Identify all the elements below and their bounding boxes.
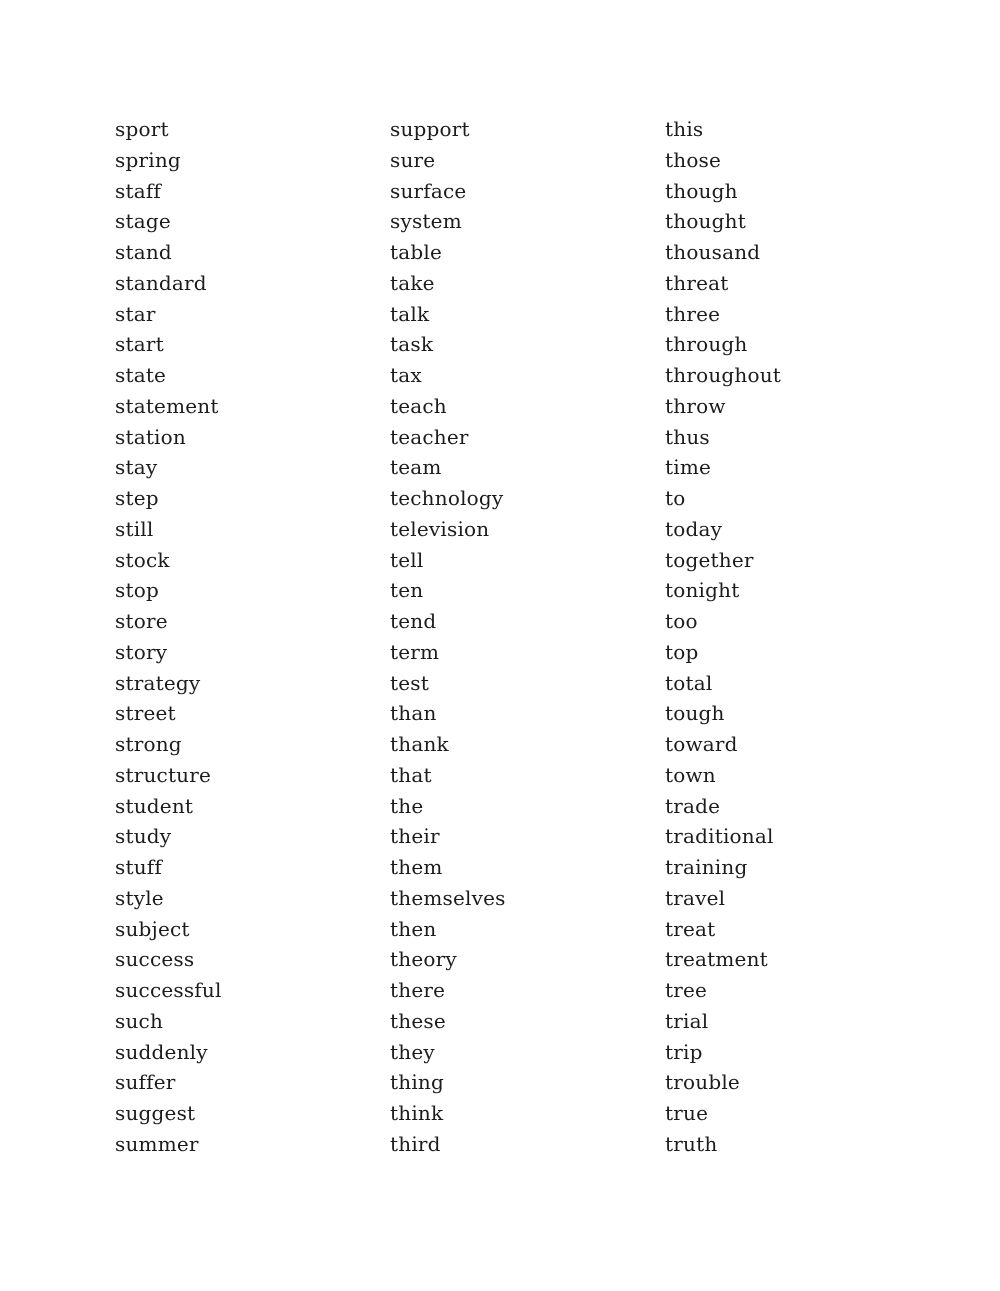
word-list-item: station (115, 424, 186, 449)
word-list-item: support (390, 117, 470, 141)
word-list-item: total (665, 670, 713, 695)
word-list-item: star (115, 301, 156, 326)
word-list-item: that (390, 762, 432, 787)
word-list-item: stock (115, 547, 170, 572)
word-list-item: thank (390, 732, 449, 756)
word-list-item: thus (665, 424, 710, 449)
word-list-item: sport (115, 117, 169, 141)
word-list-item: themselves (390, 885, 506, 910)
word-list-item: suddenly (115, 1039, 208, 1064)
word-list-item: television (390, 516, 490, 541)
word-list-item: success (115, 947, 195, 972)
word-list-item: successful (115, 978, 222, 1002)
word-list-item: stop (115, 578, 159, 603)
word-list-item: threat (665, 270, 729, 295)
word-list-item: truth (665, 1131, 718, 1156)
word-list-item: sure (390, 147, 436, 172)
word-list-item: trial (665, 1008, 709, 1033)
word-list-item: state (115, 363, 167, 387)
word-list-item: strategy (115, 670, 201, 695)
word-list-item: trip (665, 1039, 703, 1064)
word-list-item: stay (115, 455, 158, 480)
word-list-item: tend (390, 609, 437, 633)
word-list-item: tax (390, 363, 422, 387)
word-list-item: task (390, 332, 434, 357)
word-list-item: talk (390, 301, 430, 326)
word-list-item: staff (115, 178, 162, 203)
word-list-item: teacher (390, 424, 469, 449)
word-list-item: take (390, 270, 435, 295)
word-list-item: tough (665, 701, 725, 726)
word-list-item: then (390, 916, 437, 941)
word-list-item: statement (115, 393, 219, 418)
word-list-item: store (115, 609, 168, 633)
word-list-item: surface (390, 178, 467, 203)
word-list-item: treat (665, 916, 716, 941)
word-list-item: stuff (115, 855, 162, 879)
word-list-item: though (665, 178, 738, 203)
word-list-item: style (115, 885, 164, 910)
word-list-item: the (390, 793, 424, 818)
word-list-item: true (665, 1101, 709, 1125)
word-list-item: three (665, 301, 721, 326)
word-list-item: throw (665, 393, 726, 418)
word-list-item: tonight (665, 578, 740, 603)
word-list-item: through (665, 332, 748, 357)
word-list-item: trouble (665, 1070, 740, 1095)
word-list-item: treatment (665, 947, 768, 972)
word-list-item: story (115, 639, 168, 664)
word-list-item: tell (390, 547, 424, 572)
word-list-item: training (665, 855, 748, 879)
word-list-item: theory (390, 947, 457, 972)
word-column-1 (115, 114, 222, 1160)
word-list-item: thousand (665, 240, 761, 264)
word-list-item: than (390, 701, 437, 726)
word-list-item: to (665, 486, 686, 510)
word-list-item: suggest (115, 1101, 196, 1125)
word-list-item: them (390, 855, 443, 879)
word-list-item: still (115, 516, 154, 541)
word-list-item: third (390, 1131, 441, 1156)
word-list-item: suffer (115, 1070, 176, 1095)
word-list-item: student (115, 793, 194, 818)
word-list-item: tree (665, 978, 708, 1002)
word-list-item: today (665, 516, 723, 541)
word-list-item: thing (390, 1070, 444, 1095)
word-list-item: test (390, 670, 429, 695)
word-list-item: town (665, 762, 716, 787)
word-list-item: subject (115, 916, 190, 941)
word-list-item: they (390, 1039, 435, 1064)
word-list-item: standard (115, 270, 207, 295)
word-list-item: toward (665, 732, 738, 756)
word-list-item: trade (665, 793, 721, 818)
word-list-item: start (115, 332, 164, 357)
word-list-item: technology (390, 486, 504, 510)
word-list-item: throughout (665, 363, 782, 387)
word-list-item: top (665, 639, 699, 664)
word-list-item: stage (115, 209, 171, 234)
word-list-item: these (390, 1008, 446, 1033)
word-list-item: too (665, 609, 698, 633)
word-list-item: summer (115, 1131, 199, 1156)
word-list-item: think (390, 1101, 444, 1125)
word-list-item: such (115, 1008, 164, 1033)
word-list-item: time (665, 455, 712, 480)
word-list-item: ten (390, 578, 424, 603)
word-list-item: step (115, 486, 159, 510)
word-list-item: those (665, 147, 722, 172)
word-list-item: travel (665, 885, 726, 910)
word-list-item: teach (390, 393, 447, 418)
word-list-item: table (390, 240, 442, 264)
word-list-item: team (390, 455, 442, 480)
word-list-item: together (665, 547, 754, 572)
word-list-item: traditional (665, 824, 774, 849)
word-list-item: there (390, 978, 446, 1002)
word-list-item: their (390, 824, 440, 849)
word-list-item: this (665, 117, 704, 141)
word-list-item: term (390, 639, 440, 664)
word-list-item: street (115, 701, 176, 726)
word-list-item: stand (115, 240, 172, 264)
word-column-3 (665, 114, 781, 1160)
word-list-item: structure (115, 762, 212, 787)
word-list-item: strong (115, 732, 182, 756)
word-column-2 (390, 114, 506, 1160)
word-list-item: spring (115, 147, 181, 172)
word-list-item: thought (665, 209, 746, 234)
word-list-item: study (115, 824, 172, 849)
word-list-item: system (390, 209, 462, 234)
